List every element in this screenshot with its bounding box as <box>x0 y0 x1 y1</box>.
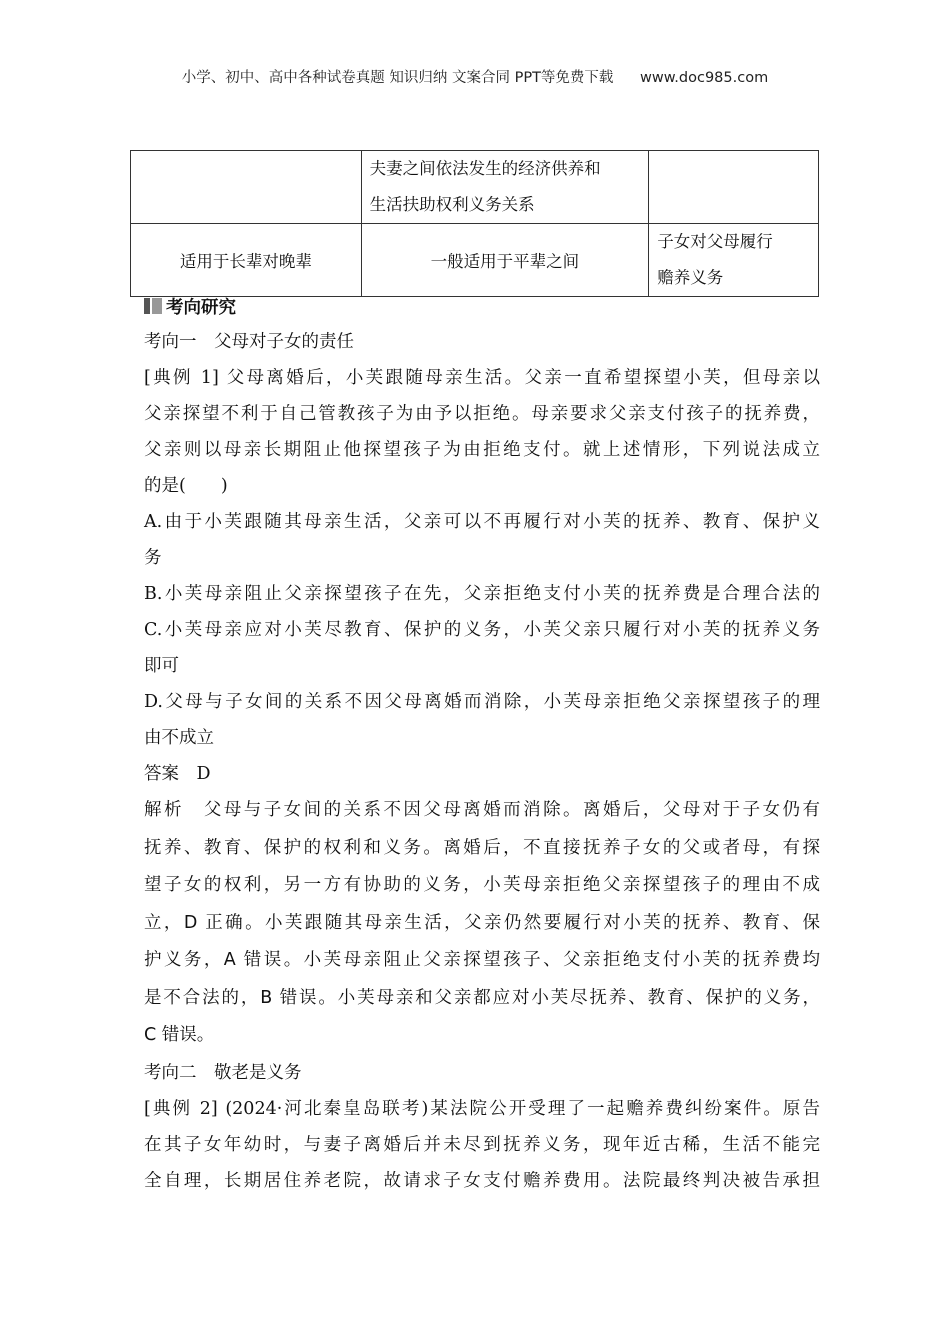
example-1 <box>144 360 820 792</box>
paragraph-line: 全自理，长期居住养老院，故请求子女支付赡养费用。法院最终判决被告承担 <box>144 1170 820 1191</box>
table-cell-line: 生活扶助权利义务关系 <box>369 195 535 214</box>
paragraph-line: 父亲则以母亲长期阻止他探望孩子为由拒绝支付。就上述情形，下列说法成立 <box>144 440 820 460</box>
paragraph-line: [典例 2] (2024·河北秦皇岛联考)某法院公开受理了一起赡养费纠纷案件。原告 <box>144 1098 820 1119</box>
table-cell <box>649 224 819 297</box>
analysis-line: 护义务，A 错误。小芙母亲阻止父亲探望孩子、父亲拒绝支付小芙的抚养费均 <box>144 950 820 970</box>
header-text: 小学、初中、高中各种试卷真题 知识归纳 文案合同 PPT等免费下载 <box>181 70 614 86</box>
table-row <box>131 224 819 297</box>
table-cell <box>131 151 362 224</box>
section-heading <box>144 292 820 320</box>
option-line: 由不成立 <box>144 728 214 748</box>
option-line: 务 <box>144 548 162 568</box>
table-cell <box>361 151 649 224</box>
topic-heading: 考向二 敬老是义务 <box>144 1062 302 1083</box>
paragraph-line: 在其子女年幼时，与妻子离婚后并未尽到抚养义务，现年近古稀，生活不能完 <box>144 1134 820 1155</box>
topic-heading: 考向一 父母对子女的责任 <box>144 332 354 352</box>
analysis-line: 是不合法的，B 错误。小芙母亲和父亲都应对小芙尽抚养、教育、保护的义务， <box>144 987 820 1008</box>
option-line: C.小芙母亲应对小芙尽教育、保护的义务，小芙父亲只履行对小芙的抚养义务 <box>144 620 820 640</box>
option-line: 即可 <box>144 656 179 676</box>
analysis-line: 立，D 正确。小芙跟随其母亲生活，父亲仍然要履行对小芙的抚养、教育、保 <box>144 912 820 933</box>
option-line: B.小芙母亲阻止父亲探望孩子在先，父亲拒绝支付小芙的抚养费是合理合法的 <box>144 584 820 604</box>
analysis-block <box>144 792 820 1055</box>
example-2 <box>144 1091 820 1199</box>
table-cell <box>649 151 819 224</box>
option-line: D.父母与子女间的关系不因父母离婚而消除，小芙母亲拒绝父亲探望孩子的理 <box>144 692 820 712</box>
table-cell-line: 赡养义务 <box>657 268 724 287</box>
comparison-table <box>130 150 819 297</box>
section-marker-icon <box>144 298 162 314</box>
paragraph-line: [典例 1] 父母离婚后，小芙跟随母亲生活。父亲一直希望探望小芙，但母亲以 <box>144 368 820 388</box>
option-line: A.由于小芙跟随其母亲生活，父亲可以不再履行对小芙的抚养、教育、保护义 <box>144 512 820 532</box>
paragraph-line: 的是( ) <box>144 476 228 496</box>
page-header <box>0 66 950 87</box>
table-cell-line: 夫妻之间依法发生的经济供养和 <box>369 159 601 178</box>
analysis-line: 望子女的权利，另一方有协助的义务，小芙母亲拒绝父亲探望孩子的理由不成 <box>144 875 820 895</box>
main-content <box>144 292 820 1199</box>
table-cell: 一般适用于平辈之间 <box>361 224 649 297</box>
table-cell: 适用于长辈对晚辈 <box>131 224 362 297</box>
section-title: 考向研究 <box>166 297 236 318</box>
analysis-line: 解析 父母与子女间的关系不因父母离婚而消除。离婚后，父母对于子女仍有 <box>144 800 820 820</box>
table-cell-line: 子女对父母履行 <box>657 232 773 251</box>
table-row <box>131 151 819 224</box>
analysis-line: C 错误。 <box>144 1025 215 1045</box>
header-site: www.doc985.com <box>640 70 769 86</box>
analysis-line: 抚养、教育、保护的权利和义务。离婚后，不直接抚养子女的父或者母，有探 <box>144 837 820 858</box>
paragraph-line: 父亲探望不利于自己管教孩子为由予以拒绝。母亲要求父亲支付孩子的抚养费， <box>144 404 820 424</box>
answer-line: 答案 D <box>144 764 211 784</box>
